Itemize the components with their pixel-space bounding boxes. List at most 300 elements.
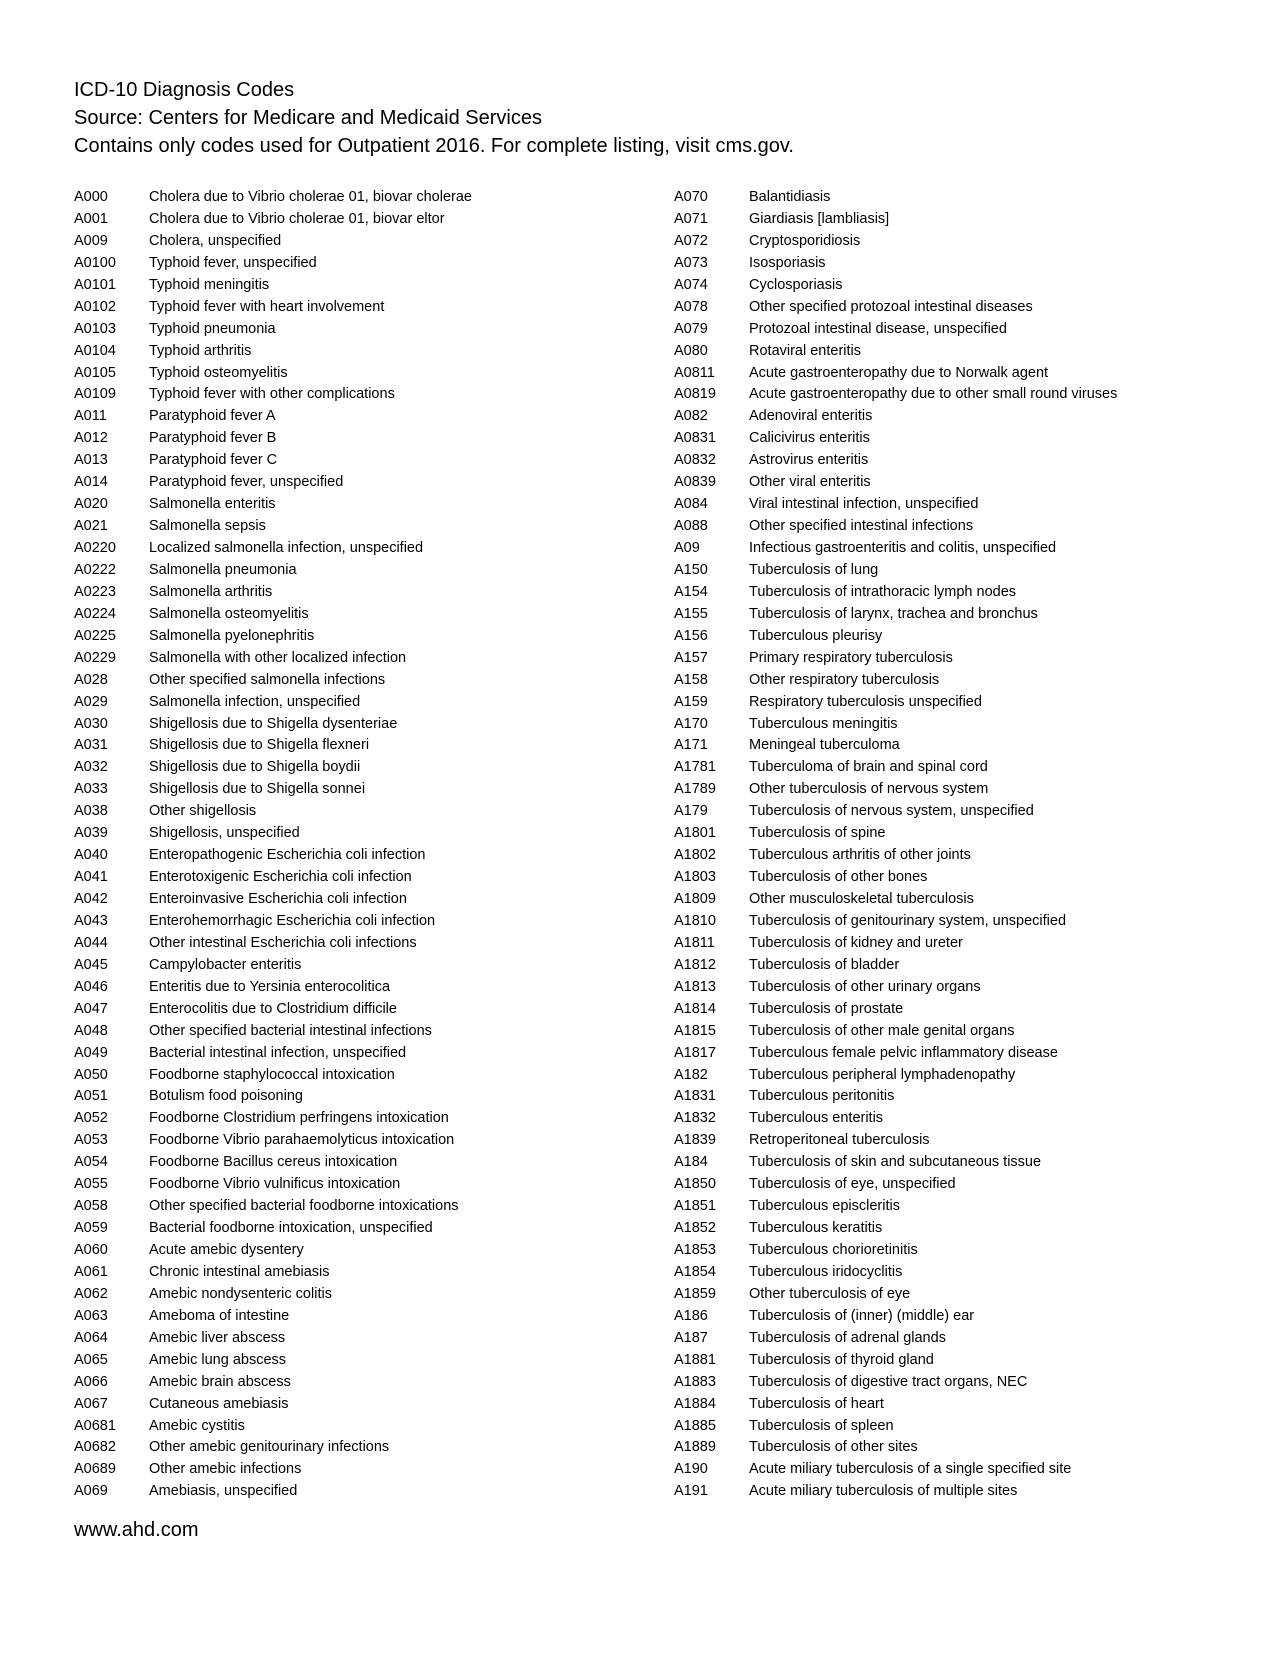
code-row [74, 582, 634, 604]
code-description: Acute gastroenteropathy due to other small round viruses [749, 386, 1118, 403]
code-description: Paratyphoid fever C [149, 452, 278, 469]
code-description: Tuberculous enteritis [749, 1110, 884, 1127]
code-description: Salmonella with other localized infection [149, 649, 407, 666]
code-row [74, 319, 634, 341]
icd-code: A013 [74, 452, 108, 469]
code-row [74, 472, 634, 494]
icd-code: A1839 [674, 1132, 716, 1149]
icd-code: A0103 [74, 320, 116, 337]
document-header [74, 76, 794, 160]
code-description: Enterohemorrhagic Escherichia coli infection [149, 912, 436, 929]
icd-code: A1810 [674, 912, 716, 929]
icd-code: A059 [74, 1220, 108, 1237]
icd-code: A0819 [674, 386, 716, 403]
code-description: Foodborne staphylococcal intoxication [149, 1066, 395, 1083]
code-description: Tuberculosis of lung [749, 561, 879, 578]
code-description: Shigellosis due to Shigella dysenteriae [149, 715, 398, 732]
code-row [674, 253, 1254, 275]
code-description: Other amebic genitourinary infections [149, 1439, 390, 1456]
code-row [74, 692, 634, 714]
icd-code: A0102 [74, 298, 116, 315]
code-description: Paratyphoid fever B [149, 430, 277, 447]
icd-code: A1814 [674, 1000, 716, 1017]
code-row [674, 1372, 1254, 1394]
code-description: Tuberculosis of spleen [749, 1417, 894, 1434]
code-description: Typhoid fever with heart involvement [149, 298, 385, 315]
code-row [74, 1306, 634, 1328]
code-description: Amebic nondysenteric colitis [149, 1285, 332, 1302]
icd-code: A070 [674, 189, 708, 205]
code-row [74, 1021, 634, 1043]
code-description: Shigellosis, unspecified [149, 825, 300, 842]
code-description: Other amebic infections [149, 1461, 302, 1478]
icd-code: A045 [74, 956, 108, 973]
code-row [74, 648, 634, 670]
code-description: Botulism food poisoning [149, 1088, 303, 1105]
code-description: Tuberculosis of spine [749, 825, 886, 842]
icd-code: A1884 [674, 1395, 716, 1412]
icd-code: A0223 [74, 583, 116, 600]
code-description: Tuberculosis of genitourinary system, unspecified [749, 912, 1067, 929]
icd-code: A049 [74, 1044, 108, 1061]
code-row [674, 1130, 1254, 1152]
code-row [674, 297, 1254, 319]
code-description: Other respiratory tuberculosis [749, 671, 940, 688]
code-row [674, 801, 1254, 823]
code-description: Meningeal tuberculoma [749, 737, 900, 754]
code-description: Tuberculosis of digestive tract organs, NEC [749, 1373, 1028, 1390]
icd-code: A0104 [74, 342, 116, 359]
icd-code: A0229 [74, 649, 116, 666]
icd-code: A0222 [74, 561, 116, 578]
code-row [74, 999, 634, 1021]
code-row [674, 604, 1254, 626]
code-description: Respiratory tuberculosis unspecified [749, 693, 982, 710]
icd-code: A042 [74, 891, 108, 907]
icd-code: A1854 [674, 1263, 716, 1280]
code-description: Tuberculosis of heart [749, 1395, 884, 1412]
icd-code: A038 [74, 803, 108, 820]
icd-code: A066 [74, 1373, 108, 1390]
icd-code: A053 [74, 1132, 108, 1149]
code-row [74, 1174, 634, 1196]
code-row [674, 1459, 1254, 1481]
code-row [74, 1481, 634, 1503]
code-row [674, 406, 1254, 428]
code-row [674, 187, 1254, 209]
document-title: ICD-10 Diagnosis Codes [74, 79, 295, 101]
code-row [674, 472, 1254, 494]
icd-code: A1851 [674, 1198, 716, 1215]
code-description: Other specified salmonella infections [149, 671, 386, 688]
icd-code: A055 [74, 1176, 108, 1193]
code-row [674, 845, 1254, 867]
code-row [674, 670, 1254, 692]
code-row [74, 406, 634, 428]
code-row [74, 1284, 634, 1306]
icd-code: A1802 [674, 847, 716, 864]
icd-code: A050 [74, 1066, 108, 1083]
icd-code: A1859 [674, 1285, 716, 1302]
icd-code: A058 [74, 1198, 108, 1215]
code-description: Shigellosis due to Shigella sonnei [149, 781, 366, 798]
code-row [674, 1328, 1254, 1350]
code-description: Typhoid osteomyelitis [149, 364, 288, 381]
code-description: Calicivirus enteritis [749, 430, 870, 447]
code-description: Cholera, unspecified [149, 232, 282, 249]
code-row [674, 1174, 1254, 1196]
icd-code: A170 [674, 715, 708, 732]
code-description: Tuberculosis of kidney and ureter [749, 934, 963, 951]
icd-code: A060 [74, 1242, 108, 1258]
code-description: Tuberculosis of nervous system, unspecified [749, 803, 1034, 820]
codes-column-right [674, 187, 1254, 1503]
icd-code: A011 [74, 408, 107, 425]
icd-code: A032 [74, 759, 108, 776]
icd-code: A1883 [674, 1373, 716, 1390]
code-row [674, 735, 1254, 757]
code-row [674, 626, 1254, 648]
code-description: Salmonella arthritis [149, 583, 273, 600]
code-row [674, 779, 1254, 801]
code-description: Acute miliary tuberculosis of a single specified site [749, 1461, 1072, 1478]
code-description: Foodborne Vibrio vulnificus intoxication [149, 1176, 401, 1193]
code-description: Ameboma of intestine [149, 1307, 290, 1324]
code-row [674, 319, 1254, 341]
icd-code: A020 [74, 496, 108, 513]
code-row [674, 1152, 1254, 1174]
icd-code: A074 [674, 276, 708, 293]
code-row [74, 275, 634, 297]
icd-code: A072 [674, 232, 708, 249]
icd-code: A1801 [674, 825, 716, 842]
code-description: Typhoid arthritis [149, 342, 252, 359]
icd-code: A1853 [674, 1242, 716, 1258]
icd-code: A1885 [674, 1417, 716, 1434]
code-row [74, 450, 634, 472]
code-row [674, 538, 1254, 560]
code-description: Cyclosporiasis [749, 276, 843, 293]
code-row [74, 494, 634, 516]
code-row [674, 494, 1254, 516]
icd-code: A041 [74, 869, 108, 886]
code-row [74, 538, 634, 560]
icd-code: A0101 [74, 276, 116, 293]
code-description: Viral intestinal infection, unspecified [749, 496, 979, 513]
icd-code: A043 [74, 912, 108, 929]
icd-code: A1881 [674, 1351, 716, 1368]
icd-code: A1812 [674, 956, 716, 973]
code-description: Other specified intestinal infections [749, 518, 974, 535]
code-row [74, 714, 634, 736]
code-description: Tuberculoma of brain and spinal cord [749, 759, 988, 776]
code-description: Campylobacter enteritis [149, 956, 302, 973]
code-description: Bacterial intestinal infection, unspecified [149, 1044, 407, 1061]
code-row [74, 209, 634, 231]
icd-code: A190 [674, 1461, 708, 1478]
code-description: Typhoid meningitis [149, 276, 270, 293]
scope-note: Contains only codes used for Outpatient 2016. For complete listing, visit cms.gov. [74, 135, 794, 157]
code-description: Tuberculous chorioretinitis [749, 1242, 918, 1258]
code-row [74, 428, 634, 450]
code-row [74, 1416, 634, 1438]
code-description: Other intestinal Escherichia coli infections [149, 934, 417, 951]
icd-code: A052 [74, 1110, 108, 1127]
code-row [674, 1284, 1254, 1306]
code-description: Isosporiasis [749, 254, 826, 271]
code-description: Foodborne Clostridium perfringens intoxication [149, 1110, 449, 1127]
code-row [74, 626, 634, 648]
code-row [74, 231, 634, 253]
code-row [74, 1196, 634, 1218]
code-row [74, 823, 634, 845]
code-description: Rotaviral enteritis [749, 342, 862, 359]
code-description: Tuberculosis of intrathoracic lymph nodes [749, 583, 1017, 600]
icd-code: A157 [674, 649, 708, 666]
code-row [674, 955, 1254, 977]
icd-code: A067 [74, 1395, 108, 1412]
code-description: Enterocolitis due to Clostridium difficile [149, 1000, 397, 1017]
icd-code: A040 [74, 847, 108, 864]
icd-code: A1832 [674, 1110, 716, 1127]
code-description: Acute amebic dysentery [149, 1242, 304, 1258]
code-row [674, 977, 1254, 999]
icd-code: A187 [674, 1329, 708, 1346]
icd-code: A0689 [74, 1461, 116, 1478]
code-description: Tuberculous meningitis [749, 715, 898, 732]
code-description: Cutaneous amebiasis [149, 1395, 289, 1412]
code-row [74, 1043, 634, 1065]
icd-code: A048 [74, 1022, 108, 1039]
code-description: Protozoal intestinal disease, unspecified [749, 320, 1007, 337]
icd-code: A159 [674, 693, 708, 710]
code-row [674, 1394, 1254, 1416]
code-description: Balantidiasis [749, 189, 831, 205]
code-description: Foodborne Bacillus cereus intoxication [149, 1154, 398, 1171]
icd-code: A012 [74, 430, 108, 447]
code-description: Enterotoxigenic Escherichia coli infection [149, 869, 412, 886]
code-row [74, 735, 634, 757]
icd-code: A061 [74, 1263, 108, 1280]
icd-code: A033 [74, 781, 108, 798]
icd-code: A064 [74, 1329, 108, 1346]
code-row [674, 1481, 1254, 1503]
code-description: Astrovirus enteritis [749, 452, 869, 469]
code-row [674, 363, 1254, 385]
icd-code: A044 [74, 934, 108, 951]
code-description: Amebiasis, unspecified [149, 1483, 298, 1500]
code-description: Localized salmonella infection, unspecified [149, 540, 424, 556]
code-row [674, 867, 1254, 889]
code-description: Other tuberculosis of eye [749, 1285, 911, 1302]
code-description: Shigellosis due to Shigella flexneri [149, 737, 370, 754]
icd-code: A001 [74, 210, 108, 227]
code-description: Tuberculous peritonitis [749, 1088, 895, 1105]
icd-code: A039 [74, 825, 108, 842]
code-row [74, 1108, 634, 1130]
code-description: Foodborne Vibrio parahaemolyticus intoxication [149, 1132, 455, 1149]
code-description: Tuberculosis of eye, unspecified [749, 1176, 956, 1193]
icd-code: A0831 [674, 430, 716, 447]
icd-code: A184 [674, 1154, 708, 1171]
code-description: Acute miliary tuberculosis of multiple sites [749, 1483, 1018, 1500]
icd-code: A0682 [74, 1439, 116, 1456]
code-description: Typhoid pneumonia [149, 320, 276, 337]
code-row [74, 779, 634, 801]
icd-code: A191 [674, 1483, 708, 1500]
icd-code: A1789 [674, 781, 716, 798]
code-row [674, 1240, 1254, 1262]
icd-code: A150 [674, 561, 708, 578]
icd-code: A179 [674, 803, 708, 820]
code-row [674, 275, 1254, 297]
code-row [74, 845, 634, 867]
code-row [74, 955, 634, 977]
code-row [674, 1262, 1254, 1284]
code-description: Amebic cystitis [149, 1417, 245, 1434]
code-row [74, 977, 634, 999]
icd-code: A078 [674, 298, 708, 315]
code-row [674, 933, 1254, 955]
icd-code: A09 [674, 540, 700, 556]
code-row [674, 1218, 1254, 1240]
code-description: Other viral enteritis [749, 474, 871, 491]
code-row [74, 516, 634, 538]
code-description: Shigellosis due to Shigella boydii [149, 759, 361, 776]
icd-code: A021 [74, 518, 108, 535]
code-row [674, 1065, 1254, 1087]
code-row [674, 582, 1254, 604]
icd-code: A030 [74, 715, 108, 732]
code-description: Paratyphoid fever, unspecified [149, 474, 344, 491]
icd-code: A171 [674, 737, 708, 754]
code-row [674, 1021, 1254, 1043]
code-row [74, 1152, 634, 1174]
code-row [74, 1218, 634, 1240]
icd-code: A062 [74, 1285, 108, 1302]
code-row [674, 1437, 1254, 1459]
icd-code: A0225 [74, 627, 116, 644]
code-description: Primary respiratory tuberculosis [749, 649, 953, 666]
icd-code: A047 [74, 1000, 108, 1017]
code-description: Tuberculosis of prostate [749, 1000, 904, 1017]
code-description: Tuberculosis of other sites [749, 1439, 918, 1456]
code-description: Amebic brain abscess [149, 1373, 291, 1390]
code-description: Tuberculous peripheral lymphadenopathy [749, 1066, 1016, 1083]
icd-code: A155 [674, 605, 708, 622]
icd-code: A063 [74, 1307, 108, 1324]
code-row [74, 889, 634, 911]
icd-code: A0839 [674, 474, 716, 491]
code-description: Cholera due to Vibrio cholerae 01, biovar cholerae [149, 189, 472, 205]
code-description: Tuberculous arthritis of other joints [749, 847, 971, 864]
icd-code: A065 [74, 1351, 108, 1368]
icd-code: A009 [74, 232, 108, 249]
code-description: Tuberculosis of adrenal glands [749, 1329, 946, 1346]
code-description: Salmonella osteomyelitis [149, 605, 309, 622]
code-row [674, 911, 1254, 933]
code-row [74, 867, 634, 889]
code-row [74, 1130, 634, 1152]
code-row [674, 823, 1254, 845]
icd-code: A158 [674, 671, 708, 688]
code-description: Bacterial foodborne intoxication, unspecified [149, 1220, 433, 1237]
code-row [674, 757, 1254, 779]
code-description: Tuberculosis of bladder [749, 956, 900, 973]
icd-code: A0100 [74, 254, 116, 271]
code-row [674, 209, 1254, 231]
code-description: Giardiasis [lambliasis] [749, 210, 890, 227]
code-row [674, 692, 1254, 714]
code-row [74, 933, 634, 955]
code-description: Tuberculous pleurisy [749, 627, 883, 644]
icd-code: A0224 [74, 605, 116, 622]
code-description: Adenoviral enteritis [749, 408, 873, 425]
source-line: Source: Centers for Medicare and Medicaid Services [74, 107, 542, 129]
code-description: Paratyphoid fever A [149, 408, 276, 425]
icd-code: A014 [74, 474, 108, 491]
code-description: Other musculoskeletal tuberculosis [749, 891, 974, 907]
code-description: Tuberculous keratitis [749, 1220, 883, 1237]
code-row [74, 187, 634, 209]
code-description: Tuberculosis of (inner) (middle) ear [749, 1307, 975, 1324]
code-description: Typhoid fever, unspecified [149, 254, 317, 271]
code-row [674, 1350, 1254, 1372]
icd-code: A080 [674, 342, 708, 359]
code-description: Infectious gastroenteritis and colitis, unspecified [749, 540, 1057, 556]
code-row [74, 1086, 634, 1108]
code-description: Tuberculous female pelvic inflammatory disease [749, 1044, 1058, 1061]
icd-code: A084 [674, 496, 708, 513]
code-row [74, 1240, 634, 1262]
icd-code: A028 [74, 671, 108, 688]
code-row [674, 648, 1254, 670]
code-row [674, 1043, 1254, 1065]
code-description: Enteroinvasive Escherichia coli infection [149, 891, 407, 907]
icd-code: A073 [674, 254, 708, 271]
code-row [674, 428, 1254, 450]
icd-code: A1815 [674, 1022, 716, 1039]
code-row [74, 604, 634, 626]
icd-code: A000 [74, 189, 108, 205]
icd-code: A088 [674, 518, 708, 535]
code-description: Tuberculous episcleritis [749, 1198, 900, 1215]
icd-code: A156 [674, 627, 708, 644]
code-row [74, 363, 634, 385]
code-row [674, 231, 1254, 253]
icd-code: A1811 [674, 934, 715, 951]
code-row [674, 1086, 1254, 1108]
icd-code: A0681 [74, 1417, 116, 1434]
code-row [74, 1372, 634, 1394]
code-description: Cholera due to Vibrio cholerae 01, biovar eltor [149, 210, 445, 227]
code-description: Tuberculosis of larynx, trachea and bronchus [749, 605, 1038, 622]
code-row [674, 450, 1254, 472]
icd-code: A1850 [674, 1176, 716, 1193]
icd-code: A186 [674, 1307, 708, 1324]
icd-code: A1889 [674, 1439, 716, 1456]
code-description: Salmonella sepsis [149, 518, 266, 535]
website-footer: www.ahd.com [74, 1519, 199, 1541]
code-row [74, 1328, 634, 1350]
code-row [674, 1416, 1254, 1438]
icd-code: A154 [674, 583, 708, 600]
code-row [74, 297, 634, 319]
code-row [74, 801, 634, 823]
code-description: Other tuberculosis of nervous system [749, 781, 989, 798]
icd-code: A0811 [674, 364, 715, 381]
icd-code: A051 [74, 1088, 108, 1105]
